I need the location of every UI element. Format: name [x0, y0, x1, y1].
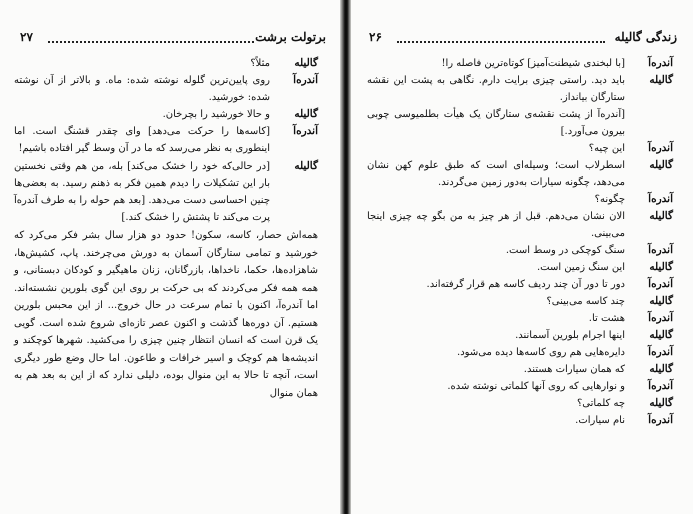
speaker-name: گالیله	[294, 57, 318, 69]
dialogue-text: الان نشان می‌دهم. قبل از هر چیز به من بگو چه چیزی اینجا می‌بینی.	[367, 211, 625, 239]
speaker-name: آندره‌آ	[648, 278, 673, 290]
dialogue-text: اینها اجرام بلورین آسمانند.	[515, 330, 625, 341]
dialogue-line	[367, 276, 673, 293]
dialogue-text: [کاسه‌ها را حرکت می‌دهد] وای چقدر قشنگ است. اما اینطوری به نظر می‌رسد که ما در آن وسط گیر افتاده باشیم!	[14, 126, 270, 154]
dialogue-text: این چیه؟	[588, 143, 625, 154]
speaker-name: گالیله	[294, 160, 318, 172]
prose-paragraph	[14, 227, 318, 402]
dialogue-text: [آندره‌آ از پشت نقشه‌ی ستارگان یک هیأت بطلمیوسی چوبی بیرون می‌آورد.]	[367, 109, 625, 137]
dialogue-line	[367, 412, 673, 429]
dialogue-line	[14, 123, 318, 157]
speaker-name: گالیله	[649, 397, 673, 409]
dialogue-line	[14, 106, 318, 123]
dialogue-line	[367, 191, 673, 208]
dialogue-line	[367, 361, 673, 378]
dialogue-line	[367, 140, 673, 157]
dialogue-text: چند کاسه می‌بینی؟	[546, 296, 625, 307]
stage-direction	[367, 106, 673, 140]
dialogue-line	[367, 157, 673, 191]
header-dotted-rule	[397, 41, 605, 43]
right-running-title: زندگی گالیله	[614, 30, 677, 44]
left-page-header	[20, 30, 326, 46]
dialogue-text: نام سیارات.	[575, 415, 625, 426]
speaker-name: آندره‌آ	[648, 414, 673, 426]
speaker-name: گالیله	[649, 295, 673, 307]
speaker-name: آندره‌آ	[648, 57, 673, 69]
dialogue-text: دور تا دور آن چند ردیف کاسه هم قرار گرفته‌اند.	[426, 279, 625, 290]
left-page-number: ۲۷	[20, 30, 33, 44]
dialogue-text: و حالا خورشید را بچرخان.	[162, 109, 270, 120]
prose-text: همه‌اش حصار، کاسه، سکون! حدود دو هزار سال بشر فکر می‌کرد که خورشید و تمامی ستارگان آسمان به دورش می‌چرخند. پاپ، کشیش‌ها، شاهزاده‌ها، حکما، ناخداها، بازرگانان، زنان ماهیگیر و کودکان دبستانی، و همه همه فکر می‌کردند که بی حرکت بر روی این گوی بلورین نشسته‌اند. اما آندره‌آ، اکنون با تمام سرعت در حال خروج... از این محبس بلورین هستیم. آن دوره‌ها گذشت و اکنون عصر تازه‌ای شروع شده است. گویی یک قرن است که انسان انتظار چنین چیزی را می‌کشید. شهرها کوچکند و اندیشه‌ها هم کوچک و اسیر خرافات و طاعون. اما حال وضع طور دیگری است، آنچه تا حالا به این منوال بوده، دلیلی ندارد که از این به بعد هم به همان منوال	[14, 230, 318, 399]
header-dotted-rule	[48, 41, 254, 43]
dialogue-line	[14, 55, 318, 72]
right-page	[351, 0, 693, 514]
dialogue-line	[367, 72, 673, 106]
left-running-title: برتولت برشت	[255, 30, 326, 44]
speaker-name: آندره‌آ	[293, 74, 318, 86]
dialogue-line	[367, 327, 673, 344]
speaker-name: گالیله	[649, 261, 673, 273]
dialogue-line	[367, 242, 673, 259]
dialogue-text: مثلاً؟	[250, 58, 270, 69]
dialogue-line	[367, 310, 673, 327]
book-gutter	[340, 0, 351, 514]
right-page-number: ۲۶	[369, 30, 382, 44]
dialogue-text: و نوارهایی که روی آنها کلماتی نوشته شده.	[447, 381, 625, 392]
dialogue-text: باید دید. راستی چیزی برایت دارم. نگاهی به پشت این نقشه ستارگان بیانداز.	[367, 75, 625, 103]
dialogue-text: دایره‌هایی هم روی کاسه‌ها دیده می‌شود.	[457, 347, 625, 358]
dialogue-line	[367, 259, 673, 276]
speaker-name: گالیله	[649, 329, 673, 341]
dialogue-text: این سنگ زمین است.	[536, 262, 625, 273]
dialogue-line	[367, 208, 673, 242]
dialogue-text: اسطرلاب است؛ وسیله‌ای است که طبق علوم کهن نشان می‌دهد، چگونه سیارات به‌دور زمین می‌گردند.	[367, 160, 625, 188]
dialogue-line	[367, 395, 673, 412]
speaker-name: گالیله	[649, 159, 673, 171]
speaker-name: گالیله	[649, 210, 673, 222]
dialogue-text: [با لبخندی شیطنت‌آمیز] کوتاه‌ترین فاصله را!	[441, 58, 625, 69]
speaker-name: گالیله	[294, 108, 318, 120]
dialogue-text: چه کلماتی؟	[576, 398, 625, 409]
dialogue-line	[367, 344, 673, 361]
speaker-name: آندره‌آ	[648, 346, 673, 358]
dialogue-line	[14, 72, 318, 106]
left-page-body	[14, 55, 318, 402]
dialogue-text: [در حالی‌که خود را خشک می‌کند] بله، من هم وقتی نخستین بار این تشکیلات را دیدم همین فکر به ذهنم رسید. به بعضی‌ها چنین احساسی دست می‌دهد. [بعد هم حوله را به طرف آندره‌آ پرت می‌کند تا پشتش را خشک کند.]	[14, 161, 270, 223]
dialogue-line	[367, 55, 673, 72]
speaker-name: گالیله	[649, 74, 673, 86]
dialogue-text: چگونه؟	[594, 194, 625, 205]
dialogue-text: سنگ کوچکی در وسط است.	[505, 245, 625, 256]
speaker-name: آندره‌آ	[293, 125, 318, 137]
speaker-name: آندره‌آ	[648, 244, 673, 256]
dialogue-text: هشت تا.	[588, 313, 625, 324]
dialogue-line	[367, 293, 673, 310]
dialogue-text: روی پایین‌ترین گلوله نوشته شده: ماه. و بالاتر از آن نوشته شده: خورشید.	[14, 75, 270, 103]
speaker-name: آندره‌آ	[648, 380, 673, 392]
speaker-name: گالیله	[649, 363, 673, 375]
speaker-name: آندره‌آ	[648, 312, 673, 324]
dialogue-line	[367, 378, 673, 395]
speaker-name: آندره‌آ	[648, 193, 673, 205]
right-page-header	[369, 30, 677, 46]
left-page	[0, 0, 340, 514]
dialogue-text: که همان سیارات هستند.	[523, 364, 625, 375]
right-page-body	[367, 55, 673, 429]
dialogue-line	[14, 158, 318, 226]
speaker-name: آندره‌آ	[648, 142, 673, 154]
